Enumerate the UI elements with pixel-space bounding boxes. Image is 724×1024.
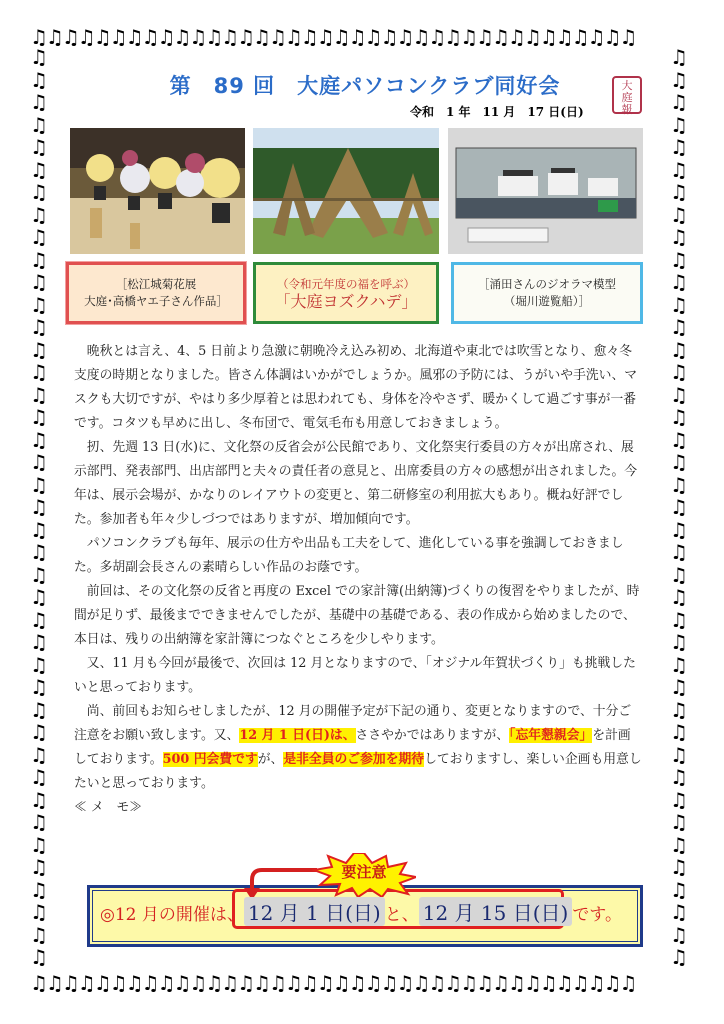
music-note-border-right: ♫♫♫♫♫♫♫♫♫♫♫♫♫♫♫♫♫♫♫♫♫♫♫♫♫♫♫♫♫♫♫♫♫♫♫♫♫♫♫♫♫ bbox=[670, 46, 688, 969]
caption-line: 大庭･高橋ヤエ子さん作品］ bbox=[84, 294, 228, 308]
paragraph: 又、11 月も今回が最後で、次回は 12 月となりますので、「オジナル年賀状づくり」も挑戦したいと思っております。 bbox=[74, 656, 636, 695]
highlight-attendance: 是非全員のご参加を期待 bbox=[283, 752, 425, 767]
caption-line: （堀川遊覧船）］ bbox=[503, 294, 591, 308]
memo-heading: ≪ メ モ≫ bbox=[74, 800, 143, 815]
text-run: 尚、前回もお知らせしましたが、12 月の開催予定が下記の通り、変更となりますので、十分ご注意をお願い致します。又、 bbox=[74, 704, 632, 743]
notice-prefix: ◎12 月の開催は、 bbox=[100, 905, 244, 925]
music-note-border-left: ♫♫♫♫♫♫♫♫♫♫♫♫♫♫♫♫♫♫♫♫♫♫♫♫♫♫♫♫♫♫♫♫♫♫♫♫♫♫♫♫♫ bbox=[30, 46, 48, 969]
notice-line bbox=[100, 897, 622, 926]
notice-and: と、 bbox=[384, 905, 419, 925]
text-run: ささやかではありますが、 bbox=[355, 728, 510, 743]
music-note-border-top: ♫♫♫♫♫♫♫♫♫♫♫♫♫♫♫♫♫♫♫♫♫♫♫♫♫♫♫♫♫♫♫♫♫♫♫♫♫♫ bbox=[30, 26, 636, 48]
paragraph: パソコンクラブも毎年、展示の仕方や出品も工夫をして、進化している事を強調しておきました。多胡副会長さんの素晴らしい作品のお蔭です。 bbox=[74, 536, 624, 575]
caption-yozuku-hade bbox=[253, 262, 439, 324]
paragraph: 扨、先週 13 日(水)に、文化祭の反省会が公民館であり、文化祭実行委員の方々が出席され、展示部門、発表部門、出店部門と夫々の責任者の意見と、出席委員の方々の感想が出されました。今年は、展示会場が、かなりのレイアウトの変更と、第二研修室の利用拡大もあり。概ね好評でした。参加者も年々少しづつではありますが、増加傾向です。 bbox=[74, 440, 638, 527]
meeting-date-2: 12 月 15 日(日) bbox=[419, 897, 573, 926]
text-run: しておりますし、楽しい企画も用意したいと思っております。 bbox=[74, 752, 642, 791]
caption-line: 「大庭ヨズクハデ」 bbox=[274, 292, 418, 311]
seal-stamp: 大 庭 報 bbox=[612, 76, 642, 114]
text-run: を計画しております。 bbox=[74, 728, 631, 767]
caption-line: ［涌田さんのジオラマ模型 bbox=[478, 277, 616, 291]
caption-line: ［松江城菊花展 bbox=[115, 277, 197, 291]
paragraph: 晩秋とは言え、4、5 日前より急激に朝晩冷え込み初め、北海道や東北では吹雪となり、愈々冬支度の時期となりました。皆さん体調はいかがでしょうか。風邪の予防には、うがいや手洗い、マスクも大切ですが、やはり多少厚着とは思われても、身体を冷やさず、暖かくして過ごす事が一番です。コタツも早めに出し、冬布団で、電気毛布も用意しておきましょう。 bbox=[74, 344, 638, 431]
paragraph-notice bbox=[74, 700, 642, 796]
highlight-party: 「忘年懇親会」 bbox=[509, 728, 593, 743]
music-note-border-bottom: ♫♫♫♫♫♫♫♫♫♫♫♫♫♫♫♫♫♫♫♫♫♫♫♫♫♫♫♫♫♫♫♫♫♫♫♫♫♫ bbox=[30, 972, 636, 994]
attention-label: 要注意 bbox=[341, 863, 387, 881]
chrysanthemum-photo bbox=[70, 128, 245, 254]
caption-line: （令和元年度の福を呼ぶ） bbox=[277, 277, 415, 291]
text-run: が、 bbox=[257, 752, 284, 767]
yozuku-hade-photo bbox=[253, 128, 439, 254]
article-body bbox=[74, 340, 642, 820]
caption-diorama bbox=[451, 262, 643, 324]
caption-chrysanthemum bbox=[66, 262, 246, 324]
highlight-date: 12 月 1 日(日)は、 bbox=[239, 728, 356, 743]
highlight-fee: 500 円会費です bbox=[162, 752, 258, 767]
issue-date: 令和 1 年 11 月 17 日(日) bbox=[410, 105, 584, 119]
page-title: 第 89 回 大庭パソコンクラブ同好会 bbox=[169, 74, 561, 98]
diorama-photo bbox=[448, 128, 643, 254]
notice-suffix: です。 bbox=[572, 905, 622, 925]
paragraph: 前回は、その文化祭の反省と再度の Excel での家計簿(出納簿)づくりの復習をやりましたが、時間が足りず、最後までできませんでしたが、基礎中の基礎である、表の作成から始めましたので、本日は、残りの出納簿を家計簿につなぐところを少しやります。 bbox=[74, 584, 640, 647]
meeting-date-1: 12 月 1 日(日) bbox=[244, 897, 385, 926]
